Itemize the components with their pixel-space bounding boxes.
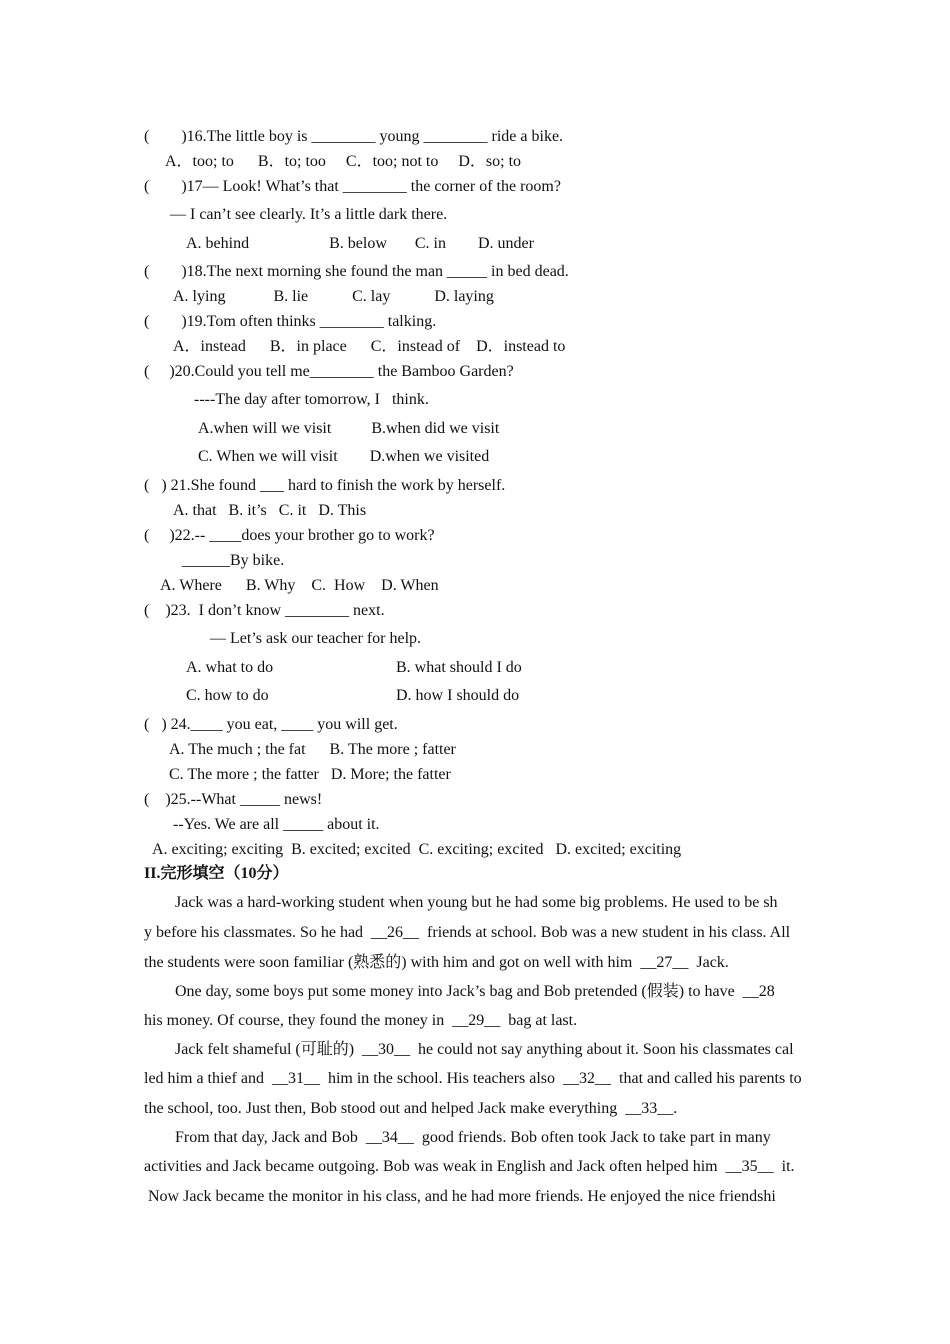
question-23: ( )23. I don’t know ________ next. <box>144 602 385 619</box>
question-25: ( )25.--What _____ news! <box>144 791 323 808</box>
section-title-cloze: II.完形填空（10分） <box>144 865 289 882</box>
question-20-options-1: A.when will we visit B.when did we visit <box>198 420 500 437</box>
question-19: ( )19.Tom often thinks ________ talking. <box>144 313 437 330</box>
question-23-option-d: D. how I should do <box>396 687 520 704</box>
question-17: ( )17— Look! What’s that ________ the corner of the room? <box>144 178 561 195</box>
passage-line: y before his classmates. So he had __26__ friends at school. Bob was a new student in his class. All <box>144 924 791 941</box>
question-20-reply: ----The day after tomorrow, I think. <box>194 391 429 408</box>
passage-line: Jack felt shameful (可耻的) __30__ he could not say anything about it. Soon his classmates cal <box>175 1041 794 1058</box>
question-24: ( ) 24.____ you eat, ____ you will get. <box>144 716 398 733</box>
question-25-reply: --Yes. We are all _____ about it. <box>173 816 380 833</box>
question-22-reply: ______By bike. <box>182 552 285 569</box>
question-24-options-1: A. The much ; the fat B. The more ; fatter <box>169 741 456 758</box>
question-25-options: A. exciting; exciting B. excited; excited C. exciting; excited D. excited; exciting <box>152 841 682 858</box>
question-17-reply: — I can’t see clearly. It’s a little dark there. <box>170 206 448 223</box>
passage-line: the school, too. Just then, Bob stood out and helped Jack make everything __33__. <box>144 1100 678 1117</box>
question-19-options: A．instead B．in place C．instead of D．instead to <box>173 338 566 355</box>
question-21-options: A. that B. it’s C. it D. This <box>173 502 367 519</box>
passage-line: One day, some boys put some money into Jack’s bag and Bob pretended (假装) to have __28 <box>175 983 775 1000</box>
question-22-options: A. Where B. Why C. How D. When <box>160 577 439 594</box>
question-16-options: A．too; to B．to; too C．too; not to D．so; to <box>165 153 522 170</box>
passage-line: led him a thief and __31__ him in the school. His teachers also __32__ that and called his parents to <box>144 1070 802 1087</box>
passage-line: the students were soon familiar (熟悉的) with him and got on well with him __27__ Jack. <box>144 954 729 971</box>
question-23-option-c: C. how to do <box>186 687 269 704</box>
passage-line: Jack was a hard-working student when young but he had some big problems. He used to be sh <box>175 894 778 911</box>
question-22: ( )22.-- ____does your brother go to work? <box>144 527 435 544</box>
question-20: ( )20.Could you tell me________ the Bamboo Garden? <box>144 363 514 380</box>
passage-line: Now Jack became the monitor in his class, and he had more friends. He enjoyed the nice friendshi <box>148 1188 776 1205</box>
question-23-reply: — Let’s ask our teacher for help. <box>210 630 422 647</box>
question-18: ( )18.The next morning she found the man _____ in bed dead. <box>144 263 569 280</box>
question-18-options: A. lying B. lie C. lay D. laying <box>173 288 494 305</box>
question-23-option-b: B. what should I do <box>396 659 522 676</box>
question-20-options-2: C. When we will visit D.when we visited <box>198 448 490 465</box>
passage-line: From that day, Jack and Bob __34__ good friends. Bob often took Jack to take part in many <box>175 1129 771 1146</box>
question-21: ( ) 21.She found ___ hard to finish the work by herself. <box>144 477 506 494</box>
passage-line: activities and Jack became outgoing. Bob was weak in English and Jack often helped him __35__ it. <box>144 1158 795 1175</box>
question-24-options-2: C. The more ; the fatter D. More; the fatter <box>169 766 451 783</box>
question-23-option-a: A. what to do <box>186 659 274 676</box>
question-16: ( )16.The little boy is ________ young ________ ride a bike. <box>144 128 564 145</box>
passage-line: his money. Of course, they found the money in __29__ bag at last. <box>144 1012 578 1029</box>
question-17-options: A. behind B. below C. in D. under <box>186 235 534 252</box>
